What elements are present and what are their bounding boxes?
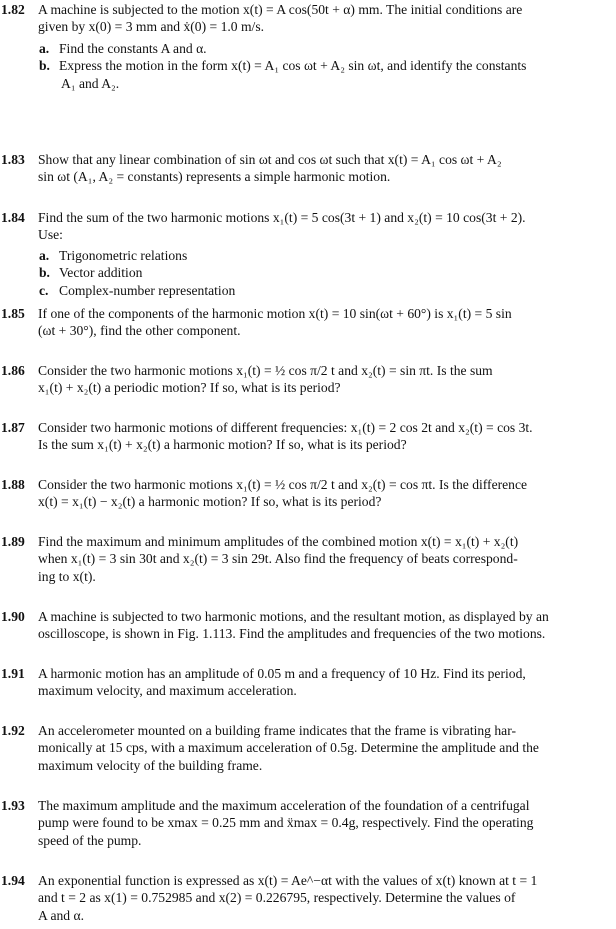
problem-number: 1.89 [1, 534, 25, 549]
problem-text [38, 608, 612, 643]
problem-line: A and α. [38, 907, 85, 923]
sub-item-label: c. [39, 282, 49, 298]
problem-number: 1.86 [1, 363, 25, 378]
problem-line: A harmonic motion has an amplitude of 0.05 m and a frequency of 10 Hz. Find its period, [38, 666, 526, 681]
sub-item-text: Complex-number representation [59, 282, 236, 298]
problem-line: ing to x(t). [38, 568, 96, 584]
problem-line: speed of the pump. [38, 832, 142, 848]
problem-text [38, 1, 612, 36]
problem-1-82 [0, 1, 616, 92]
sub-item-c [39, 282, 612, 299]
problem-text [38, 797, 612, 849]
problem-line: Consider the two harmonic motions x₁(t) = ½ cos π/2 t and x₂(t) = sin πt. Is the sum [38, 363, 493, 378]
problem-1-86 [0, 362, 616, 397]
problem-1-94 [0, 872, 616, 924]
sub-items [39, 247, 612, 299]
problem-line: oscilloscope, is shown in Fig. 1.113. Find the amplitudes and frequencies of the two motions. [38, 626, 546, 642]
problem-line: given by x(0) = 3 mm and ẋ(0) = 1.0 m/s. [38, 19, 265, 35]
sub-item-text: A₁ and A₂. [61, 75, 120, 91]
problem-line: x(t) = x₁(t) − x₂(t) a harmonic motion? If so, what is its period? [38, 494, 382, 510]
problem-1-89 [0, 533, 616, 585]
sub-item-a [39, 247, 612, 264]
problem-line: (ωt + 30°), find the other component. [38, 323, 241, 339]
problem-1-83 [0, 151, 616, 186]
problem-text [38, 722, 612, 774]
problem-1-85 [0, 305, 616, 340]
problem-line: monically at 15 cps, with a maximum acceleration of 0.5g. Determine the amplitude and the [38, 740, 539, 756]
sub-item-label: b. [39, 58, 50, 74]
problem-line: maximum velocity, and maximum acceleration. [38, 683, 297, 699]
problem-line: sin ωt (A₁, A₂ = constants) represents a simple harmonic motion. [38, 169, 391, 185]
problem-number: 1.85 [1, 306, 25, 321]
problem-1-87 [0, 419, 616, 454]
problem-number: 1.84 [1, 210, 25, 225]
problem-line: Use: [38, 227, 63, 243]
sub-item-label: a. [39, 40, 50, 56]
problem-1-88 [0, 476, 616, 511]
sub-item-a [39, 40, 612, 57]
sub-item-b [39, 264, 612, 281]
problem-text [38, 305, 612, 340]
problem-number: 1.93 [1, 798, 25, 813]
problem-line: Consider two harmonic motions of different frequencies: x₁(t) = 2 cos 2t and x₂(t) = cos 3t. [38, 420, 533, 435]
problem-number: 1.82 [1, 2, 25, 17]
problem-text [38, 533, 612, 585]
problem-number: 1.94 [1, 873, 25, 888]
problem-text [38, 872, 612, 924]
problem-1-92 [0, 722, 616, 774]
problem-line: x₁(t) + x₂(t) a periodic motion? If so, what is its period? [38, 380, 341, 396]
problem-text [38, 419, 612, 454]
sub-item-label: a. [39, 247, 50, 263]
problem-text [38, 151, 612, 186]
problem-1-90 [0, 608, 616, 643]
problem-line: pump were found to be xmax = 0.25 mm and ẍmax = 0.4g, respectively. Find the operating [38, 815, 534, 831]
problem-line: An exponential function is expressed as x(t) = Ae^−αt with the values of x(t) known at t = 1 [38, 873, 538, 888]
problem-line: The maximum amplitude and the maximum acceleration of the foundation of a centrifugal [38, 798, 530, 813]
problem-line: Find the sum of the two harmonic motions x₁(t) = 5 cos(3t + 1) and x₂(t) = 10 cos(3t + 2). [38, 210, 526, 225]
problem-line: Find the maximum and minimum amplitudes of the combined motion x(t) = x₁(t) + x₂(t) [38, 534, 519, 549]
problem-line: and t = 2 as x(1) = 0.752985 and x(2) = 0.226795, respectively. Determine the values of [38, 890, 516, 906]
sub-item-text: Trigonometric relations [59, 247, 188, 263]
problem-number: 1.88 [1, 477, 25, 492]
problem-number: 1.90 [1, 609, 25, 624]
problem-line: An accelerometer mounted on a building frame indicates that the frame is vibrating har- [38, 723, 516, 738]
problem-text [38, 476, 612, 511]
problem-line: maximum velocity of the building frame. [38, 757, 263, 773]
sub-item-text: Find the constants A and α. [59, 40, 207, 56]
sub-item-label: b. [39, 265, 50, 281]
problem-line: when x₁(t) = 3 sin 30t and x₂(t) = 3 sin 29t. Also find the frequency of beats correspond- [38, 551, 518, 567]
problem-line: A machine is subjected to two harmonic motions, and the resultant motion, as displayed by an [38, 609, 549, 624]
problem-line: Is the sum x₁(t) + x₂(t) a harmonic motion? If so, what is its period? [38, 437, 407, 453]
problem-line: Consider the two harmonic motions x₁(t) = ½ cos π/2 t and x₂(t) = cos πt. Is the difference [38, 477, 528, 492]
problem-1-84 [0, 209, 616, 299]
sub-items [39, 40, 612, 92]
problem-text [38, 362, 612, 397]
sub-item-b [39, 57, 612, 92]
problem-1-93 [0, 797, 616, 849]
problem-line: Show that any linear combination of sin ωt and cos ωt such that x(t) = A₁ cos ωt + A₂ [38, 152, 502, 167]
problem-text [38, 665, 612, 700]
problem-number: 1.92 [1, 723, 25, 738]
problem-number: 1.83 [1, 152, 25, 167]
problem-line: If one of the components of the harmonic motion x(t) = 10 sin(ωt + 60°) is x₁(t) = 5 sin [38, 306, 512, 321]
sub-item-text: Express the motion in the form x(t) = A₁ cos ωt + A₂ sin ωt, and identify the constants [59, 58, 527, 74]
problem-line: A machine is subjected to the motion x(t) = A cos(50t + α) mm. The initial conditions are [38, 2, 523, 17]
problem-number: 1.87 [1, 420, 25, 435]
problem-number: 1.91 [1, 666, 25, 681]
problem-1-91 [0, 665, 616, 700]
problem-text [38, 209, 612, 244]
sub-item-text: Vector addition [59, 265, 143, 281]
